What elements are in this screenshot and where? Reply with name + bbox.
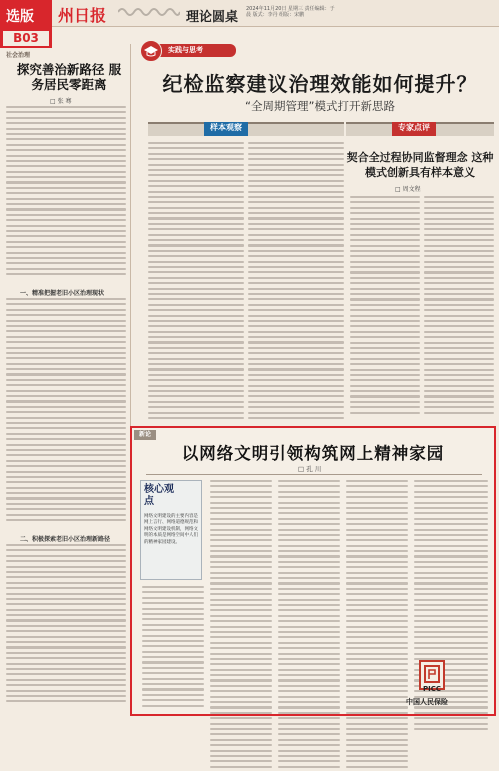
left-subhead-2: 二、积极探索老旧小区治理新路径 bbox=[20, 536, 111, 543]
sample-observation-section bbox=[148, 122, 344, 422]
core-viewpoint-text: 网络文明建设的主要内容是网上言行、网络道德规范和网络文明建设机制，网络文明的本质是网络空间中人们的精神家园建设。 bbox=[144, 514, 198, 545]
feature-text-col1 bbox=[142, 586, 204, 710]
feature-text-col2 bbox=[210, 480, 272, 771]
date-line: 2024年11月20日 星期三 责任编辑：于晨 版式：李丹 组版：宋鹏 bbox=[246, 6, 335, 18]
page-number: B03 bbox=[3, 31, 49, 46]
feature-headline: 以网络文明引领构筑网上精神家园 bbox=[181, 444, 445, 463]
main-subheadline: “全周期管理”模式打开新思路 bbox=[245, 99, 395, 113]
feature-tag: 新论 bbox=[134, 430, 156, 440]
edition-badge bbox=[0, 0, 52, 48]
practice-badge: 实践与思考 bbox=[146, 44, 236, 57]
section-title: 理论圆桌 bbox=[186, 10, 239, 25]
sample-observation-tag bbox=[148, 122, 344, 136]
expert-author: □ 周文程 bbox=[395, 186, 421, 193]
expert-text-col1 bbox=[350, 196, 420, 417]
wave-ornament-icon bbox=[118, 6, 180, 18]
expert-text-col2 bbox=[424, 196, 494, 417]
expert-comment-tag bbox=[346, 122, 494, 136]
sample-observation-label: 样本观察 bbox=[204, 122, 248, 136]
left-body-text-3 bbox=[6, 544, 126, 706]
picc-brand-cn: 中国人民保险 bbox=[406, 698, 448, 706]
picc-brand-en: PICC bbox=[423, 685, 442, 693]
feature-author: □ 孔 川 bbox=[298, 465, 322, 473]
feature-text-col5 bbox=[414, 480, 488, 733]
sample-text-col1 bbox=[148, 142, 244, 422]
expert-headline: 契合全过程协同监督理念 这种模式创新具有样本意义 bbox=[346, 151, 494, 179]
core-viewpoint-title: 核心观点 bbox=[144, 484, 174, 507]
left-author: □ 张 骞 bbox=[50, 98, 72, 105]
edition-label: 选版 bbox=[6, 9, 34, 25]
left-body-text-2 bbox=[6, 298, 126, 524]
expert-comment-label: 专家点评 bbox=[392, 122, 436, 136]
feature-text-col4 bbox=[346, 480, 408, 771]
left-column-label: 社会治理 bbox=[6, 52, 31, 59]
paper-name: 州日报 bbox=[58, 6, 107, 25]
left-body-text-1 bbox=[6, 106, 126, 279]
feature-text-col3 bbox=[278, 480, 340, 771]
left-headline: 探究善治新路径 服务居民零距离 bbox=[16, 62, 122, 92]
main-headline: 纪检监察建议治理效能如何提升？ bbox=[162, 72, 478, 96]
left-subhead-1: 一、精准把握老旧小区治理现状 bbox=[20, 290, 105, 297]
feature-divider bbox=[146, 474, 482, 475]
graduation-cap-icon bbox=[140, 40, 162, 62]
sample-text-col2 bbox=[248, 142, 344, 422]
